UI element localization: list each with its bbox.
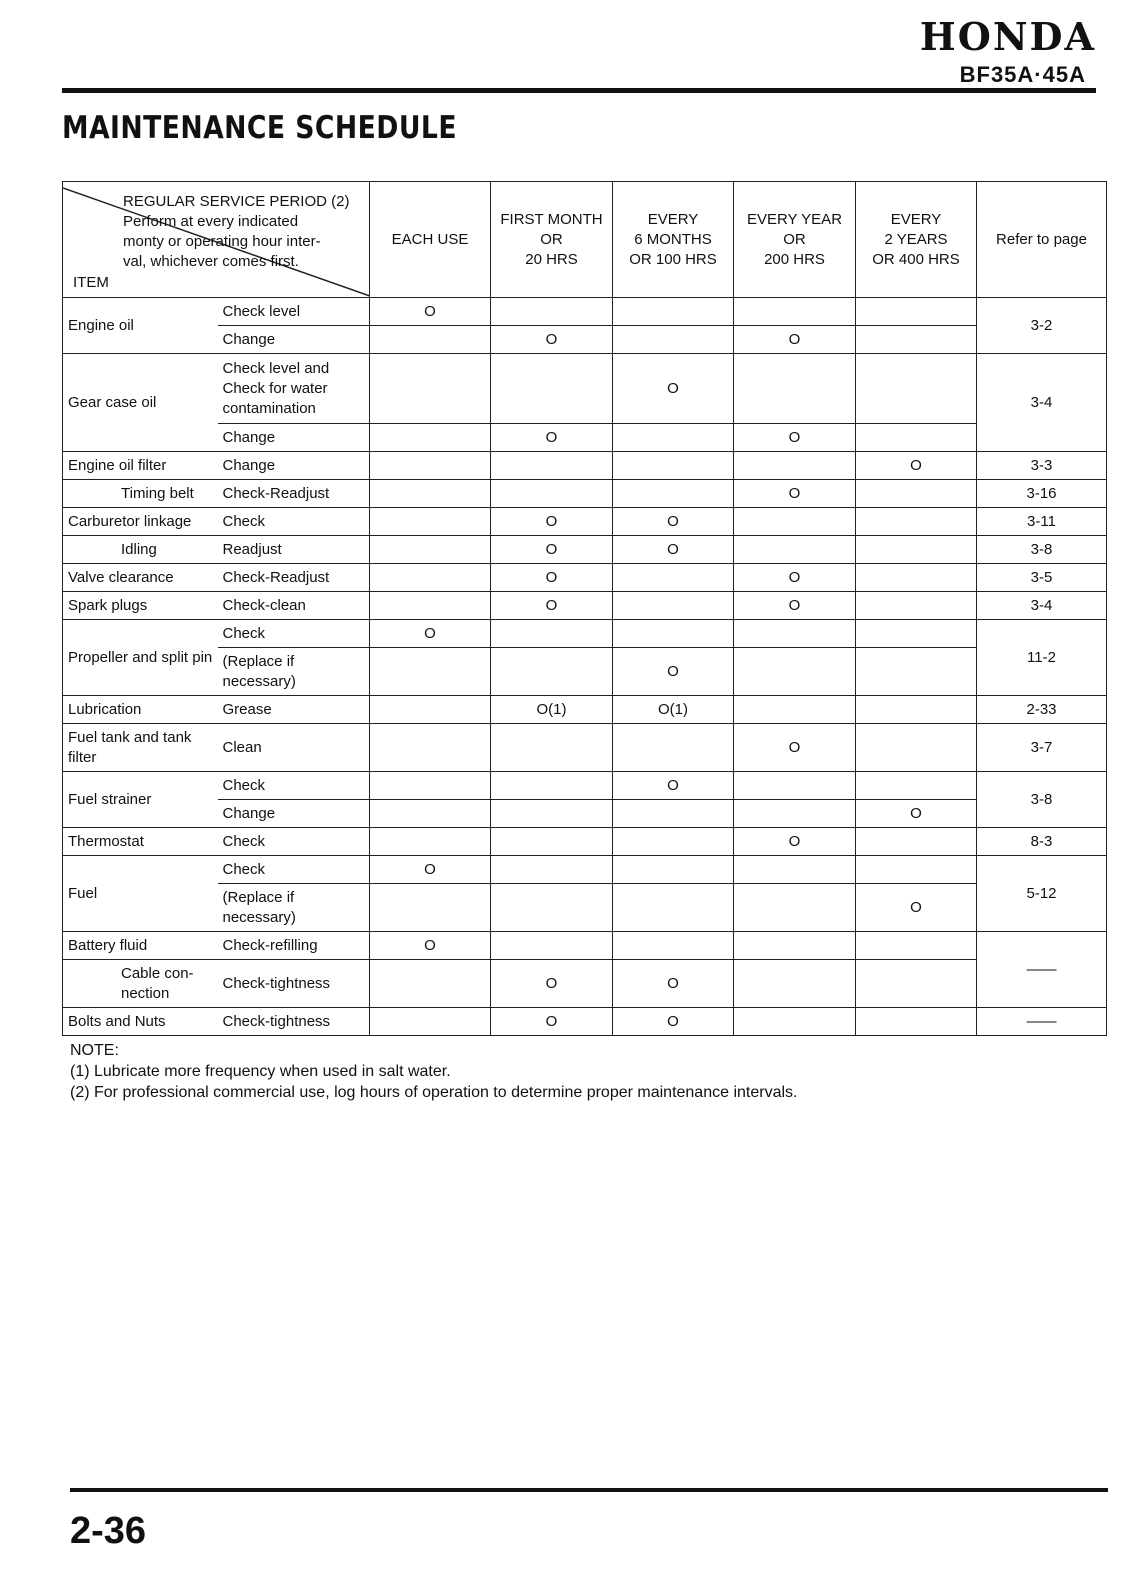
item-action: Check-clean [218,592,370,620]
item-name: Engine oil [63,298,218,354]
page-ref: 3-8 [977,536,1107,564]
page-number: 2-36 [70,1510,147,1552]
mark-cell: O [734,564,856,592]
item-name: Valve clearance [63,564,218,592]
item-action: Grease [218,696,370,724]
item-action: Check [218,772,370,800]
table-header-row [63,182,1107,298]
table-row [63,298,1107,326]
col-2-years: EVERY 2 YEARS OR 400 HRS [856,182,977,298]
header-rule [62,88,1096,93]
table-row [63,592,1107,620]
mark-cell: O [734,592,856,620]
item-action: (Replace if necessary) [218,884,370,932]
item-name: Propeller and split pin [63,620,218,696]
mark-cell: O [370,932,491,960]
period-line: REGULAR SERVICE PERIOD (2) [123,193,350,210]
mark-cell: O [613,1008,734,1036]
mark-cell: O [734,424,856,452]
mark-cell: O [613,960,734,1008]
item-name: Battery fluid [63,932,218,960]
col-refer-page: Refer to page [977,182,1107,298]
item-action: Check level [218,298,370,326]
mark-cell: O [491,536,613,564]
table-row [63,326,1107,354]
mark-cell: O [856,884,977,932]
item-action: Check-Readjust [218,564,370,592]
table-row [63,800,1107,828]
brand-logo: HONDA [919,14,1096,59]
item-name: Engine oil filter [63,452,218,480]
item-action: Check [218,620,370,648]
table-row [63,828,1107,856]
corner-cell [63,182,370,298]
maintenance-table [62,181,1107,1036]
mark-cell: O [370,856,491,884]
col-6-months: EVERY 6 MONTHS OR 100 HRS [613,182,734,298]
page-ref: 3-16 [977,480,1107,508]
page-ref: 3-5 [977,564,1107,592]
item-name: Fuel strainer [63,772,218,828]
table-row [63,724,1107,772]
item-name: Cable con- nection [63,960,218,1008]
item-action: Readjust [218,536,370,564]
mark-cell: O [734,828,856,856]
mark-cell: O [370,298,491,326]
item-name: Gear case oil [63,354,218,452]
page-ref: —— [977,1008,1107,1036]
mark-cell: O [613,648,734,696]
page-ref: 3-8 [977,772,1107,828]
model-label: BF35A·45A [959,62,1086,87]
table-row [63,648,1107,696]
mark-cell: O [491,326,613,354]
period-line: Perform at every indicated [123,213,299,230]
item-action: Check [218,508,370,536]
item-action: Change [218,800,370,828]
table-row [63,884,1107,932]
period-line: val, whichever comes first. [123,253,299,270]
col-first-month: FIRST MONTH OR 20 HRS [491,182,613,298]
table-row [63,856,1107,884]
page-ref: 3-4 [977,592,1107,620]
item-name: Carburetor linkage [63,508,218,536]
table-row [63,480,1107,508]
mark-cell: O [734,326,856,354]
page-ref: 2-33 [977,696,1107,724]
col-each-use: EACH USE [370,182,491,298]
mark-cell: O [491,424,613,452]
item-name: Bolts and Nuts [63,1008,218,1036]
item-action: Check-refilling [218,932,370,960]
mark-cell: O [491,508,613,536]
mark-cell: O [613,536,734,564]
item-action: Check level and Check for water contamination [218,354,370,424]
footer-rule [70,1488,1108,1492]
item-action: Check-Readjust [218,480,370,508]
page-ref: —— [977,932,1107,1008]
page-ref: 8-3 [977,828,1107,856]
table-row [63,452,1107,480]
item-name: Lubrication [63,696,218,724]
period-line: monty or operating hour inter- [123,233,321,250]
page-ref: 5-12 [977,856,1107,932]
page-title: MAINTENANCE SCHEDULE [62,110,457,146]
table-row [63,620,1107,648]
item-name: Fuel tank and tank filter [63,724,218,772]
mark-cell: O [491,1008,613,1036]
table-row [63,536,1107,564]
item-name: Thermostat [63,828,218,856]
service-period-label [123,192,349,272]
mark-cell: O [613,772,734,800]
item-name: Timing belt [63,480,218,508]
note-2: (2) For professional commercial use, log hours of operation to determine proper maintenance intervals. [70,1084,798,1101]
item-action: Change [218,326,370,354]
mark-cell: O [370,620,491,648]
note-label: NOTE: [70,1042,119,1059]
page-ref: 3-3 [977,452,1107,480]
mark-cell: O [856,452,977,480]
table-row [63,424,1107,452]
mark-cell: O [856,800,977,828]
mark-cell: O [734,724,856,772]
item-name: Fuel [63,856,218,932]
table-row [63,696,1107,724]
table-row [63,960,1107,1008]
page-ref: 3-4 [977,354,1107,452]
mark-cell: O(1) [613,696,734,724]
table-row [63,932,1107,960]
page-ref: 3-11 [977,508,1107,536]
col-every-year: EVERY YEAR OR 200 HRS [734,182,856,298]
mark-cell: O [491,960,613,1008]
item-name: Idling [63,536,218,564]
table-row [63,1008,1107,1036]
mark-cell: O [613,354,734,424]
item-label: ITEM [73,274,109,291]
item-name: Spark plugs [63,592,218,620]
item-action: Check [218,856,370,884]
item-action: Change [218,424,370,452]
mark-cell: O(1) [491,696,613,724]
page-ref: 3-2 [977,298,1107,354]
item-action: Clean [218,724,370,772]
note-1: (1) Lubricate more frequency when used in salt water. [70,1063,451,1080]
item-action: (Replace if necessary) [218,648,370,696]
table-row [63,508,1107,536]
item-action: Check-tightness [218,960,370,1008]
mark-cell: O [613,508,734,536]
table-row [63,772,1107,800]
mark-cell: O [491,592,613,620]
mark-cell: O [491,564,613,592]
page-ref: 3-7 [977,724,1107,772]
page-ref: 11-2 [977,620,1107,696]
item-action: Check-tightness [218,1008,370,1036]
mark-cell: O [734,480,856,508]
notes-section [70,1040,797,1103]
item-action: Change [218,452,370,480]
table-row [63,564,1107,592]
item-action: Check [218,828,370,856]
table-row [63,354,1107,424]
